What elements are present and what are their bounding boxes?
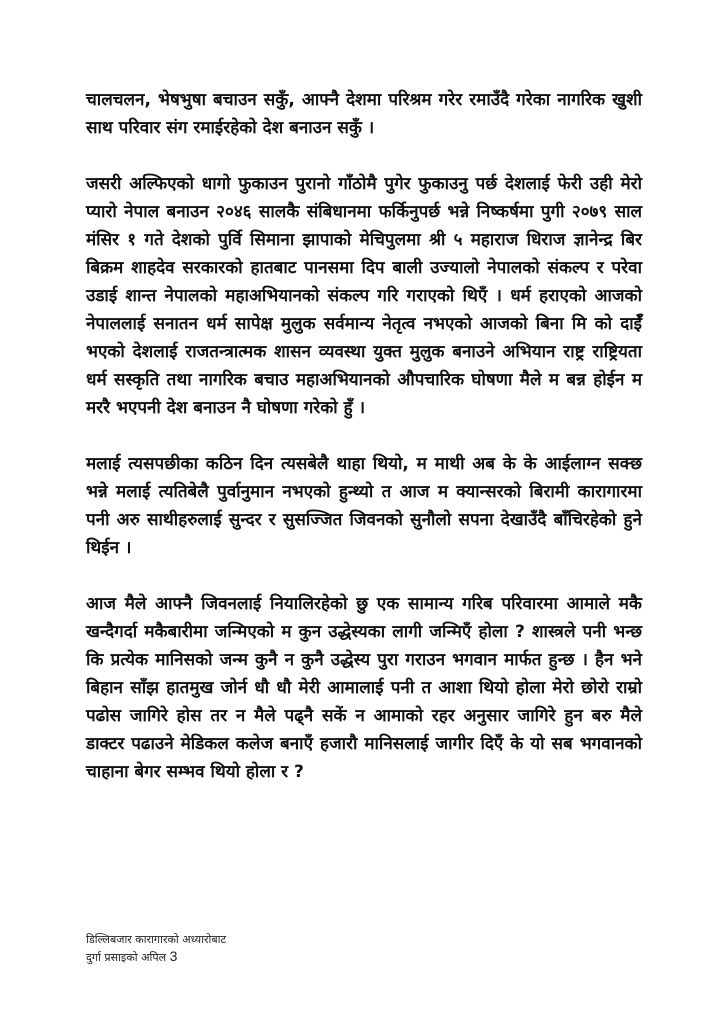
page-number: 3 [169,948,178,964]
footer-source-line: डिल्लिबजार कारागारको अध्यारोबाट [86,933,227,946]
footer-author-line [86,948,406,966]
footer-author: दुर्गा प्रसाइको अपिल [86,951,167,964]
paragraph-2: जसरी अल्फिएको धागो फुकाउन पुरानो गाँठोमै पुगेर फुकाउनु पर्छ देशलाई फेरी उही मेरो प्यारो नेपाल बनाउन २०४६ सालकै संबिधानमा फर्किनुपर्छ भन्ने निष्कर्षमा पुगी २०७९ साल मंसिर १ गते देशको पुर्वि सिमाना झापाको मेचिपुलमा श्री ५ महाराज धिराज ज्ञानेन्द्र बिर बिक्रम शाहदेव सरकारको हातबाट पानसमा दिप बाली उज्यालो नेपालको संकल्प र परेवा उडाई शान्त नेपालको महाअभियानको संकल्प गरि गराएको थिएँ । धर्म हराएको आजको नेपाललाई सनातन धर्म सापेक्ष मुलुक सर्वमान्य नेतृत्व नभएको आजको बिना मि को दाईँ भएको देशलाई राजतन्त्रात्मक शासन व्यवस्था युक्त मुलुक बनाउने अभियान राष्ट्र राष्ट्रियता धर्म सस्कृति तथा नागरिक बचाउ महाअभियानको औपचारिक घोषणा मैले म बन्न होईन म मररै भएपनी देश बनाउन नै घोषणा गरेको हुँ । [86,174,642,418]
document-body [86,86,642,786]
paragraph-4: आज मैले आफ्नै जिवनलाई नियालिरहेको छु एक सामान्य गरिब परिवारमा आमाले मकै खन्दैगर्दा मकैबारीमा जन्मिएको म कुन उद्धेस्यका लागी जन्मिएँ होला ? शास्त्रले पनी भन्छ कि प्रत्येक मानिसको जन्म कुनै न कुनै उद्धेस्य पुरा गराउन भगवान मार्फत हुन्छ । हैन भने बिहान साँझ हातमुख जोर्न धौ धौ मेरी आमालाई पनी त आशा थियो होला मेरो छोरो राम्रो पढोस जागिरे होस तर न मैले पढ्नै सकें न आमाको रहर अनुसार जागिरे हुन बरु मैले डाक्टर पढाउने मेडिकल कलेज बनाएँ हजारौ मानिसलाई जागीर दिएँ के यो सब भगवानको चाहाना बेगर सम्भव थियो होला र ? [86,594,642,782]
paragraph-1: चालचलन, भेषभुषा बचाउन सकुँ, आफ्नै देशमा परिश्रम गरेर रमाउँदै गरेका नागरिक खुशी साथ परिवार संग रमाईरहेको देश बनाउन सकुँ । [86,90,642,138]
paragraph-3: मलाई त्यसपछीका कठिन दिन त्यसबेलै थाहा थियो, म माथी अब के के आईलाग्न सक्छ भन्ने मलाई त्यतिबेलै पुर्वानुमान नभएको हुन्थ्यो त आज म क्यान्सरको बिरामी कारागारमा पनी अरु साथीहरुलाई सुन्दर र सुसज्जित जिवनको सुनौलो सपना देखाउँदै बाँचिरहेको हुने थिईन । [86,454,642,558]
page-footer [86,932,406,966]
